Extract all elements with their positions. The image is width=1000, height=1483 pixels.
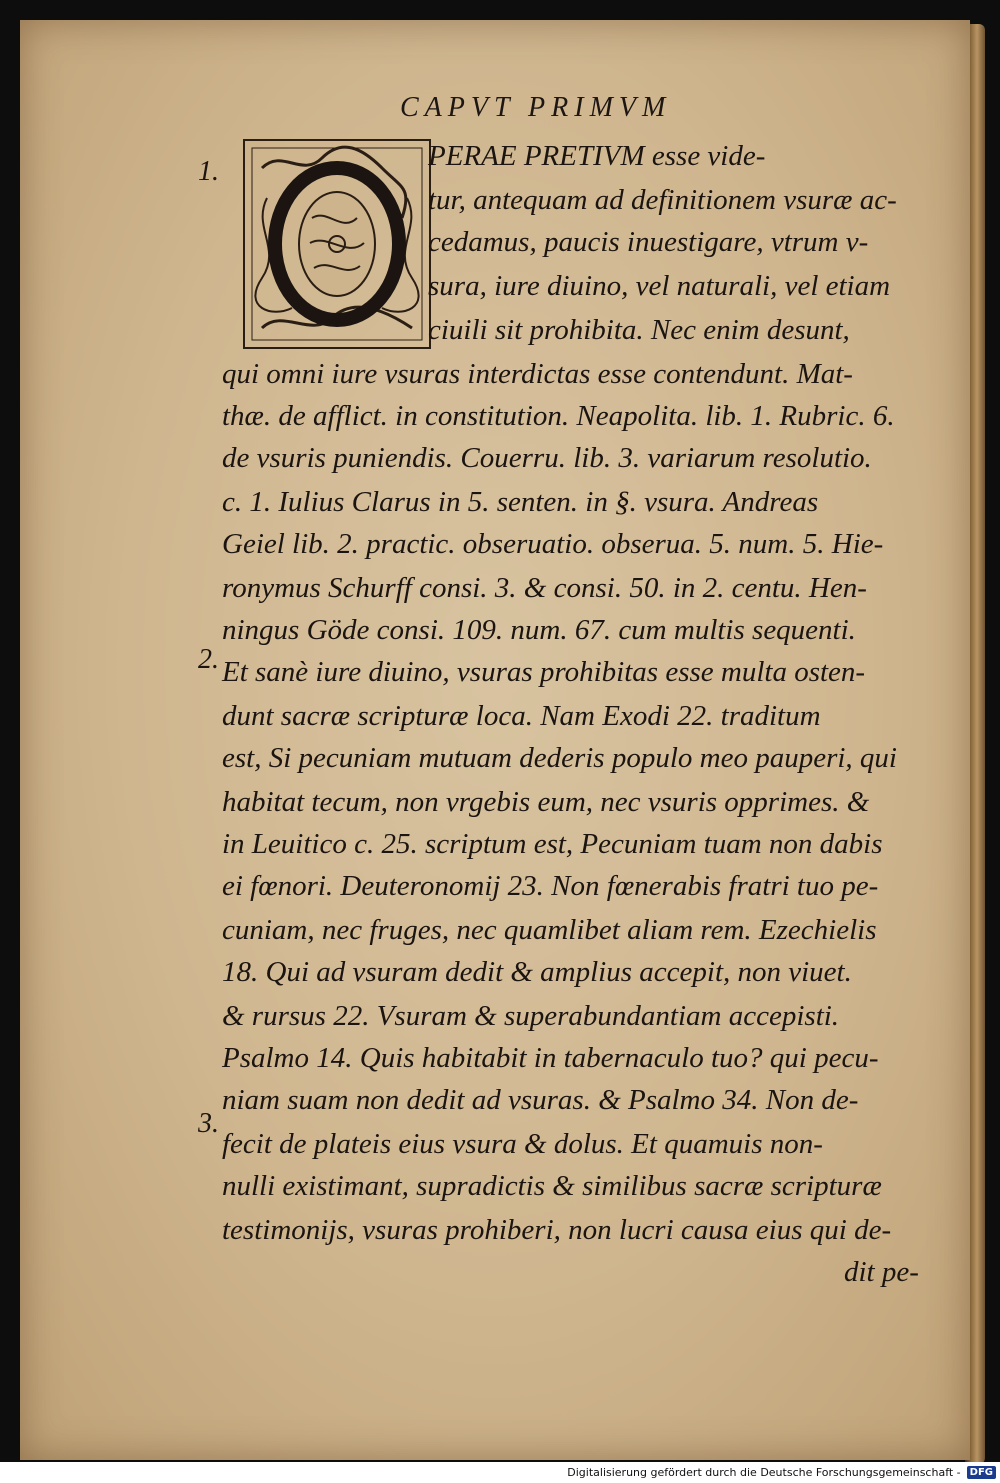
text-line: c. 1. Iulius Clarus in 5. senten. in §. vsura. Andreas [222,486,819,518]
body-text [20,20,970,1460]
text-line: habitat tecum, non vrgebis eum, nec vsuris opprimes. & [222,786,870,818]
text-line: nulli existimant, supradictis & similibus sacræ scripturæ [222,1170,882,1202]
text-line: in Leuitico c. 25. scriptum est, Pecuniam tuam non dabis [222,828,883,860]
text-line: qui omni iure vsuras interdictas esse contendunt. Mat- [222,358,853,390]
text-line: cedamus, paucis inuestigare, vtrum v- [428,226,869,258]
text-line: cuniam, nec fruges, nec quamlibet aliam rem. Ezechielis [222,914,877,946]
funding-notice: Digitalisierung gefördert durch die Deutsche Forschungsgemeinschaft - [567,1466,961,1479]
text-line: fecit de plateis eius vsura & dolus. Et quamuis non- [222,1128,823,1160]
text-line: 18. Qui ad vsuram dedit & amplius accepit, non viuet. [222,956,852,988]
text-line: ningus Göde consi. 109. num. 67. cum multis sequenti. [222,614,856,646]
text-line: niam suam non dedit ad vsuras. & Psalmo 34. Non de- [222,1084,859,1116]
text-line: de vsuris puniendis. Couerru. lib. 3. variarum resolutio. [222,442,872,474]
text-line: est, Si pecuniam mutuam dederis populo meo pauperi, qui [222,742,897,774]
book-page [20,20,970,1460]
text-line: sura, iure diuino, vel naturali, vel etiam [428,270,891,302]
text-line: dit pe- [844,1256,919,1288]
text-line: tur, antequam ad definitionem vsuræ ac- [428,184,897,216]
text-line: Psalmo 14. Quis habitabit in tabernaculo tuo? qui pecu- [222,1042,879,1074]
text-line: PERAE PRETIVM esse vide- [428,140,766,172]
line-number: 1. [198,156,219,187]
text-line: Geiel lib. 2. practic. obseruatio. obserua. 5. num. 5. Hie- [222,528,884,560]
text-line: testimonijs, vsuras prohiberi, non lucri causa eius qui de- [222,1214,892,1246]
text-line: thæ. de afflict. in constitution. Neapolita. lib. 1. Rubric. 6. [222,400,895,432]
text-line: & rursus 22. Vsuram & superabundantiam accepisti. [222,1000,840,1032]
chapter-header: CAPVT PRIMVM [400,92,672,123]
text-line: ei fœnori. Deuteronomij 23. Non fœnerabis fratri tuo pe- [222,870,879,902]
text-line: ciuili sit prohibita. Nec enim desunt, [428,314,850,346]
text-line: ronymus Schurff consi. 3. & consi. 50. in 2. centu. Hen- [222,572,867,604]
dfg-logo: DFG [967,1466,996,1479]
line-number: 3. [198,1108,219,1139]
footer-bar [0,1462,1000,1483]
text-line: dunt sacræ scripturæ loca. Nam Exodi 22. traditum [222,700,821,732]
line-number: 2. [198,644,219,675]
text-line: Et sanè iure diuino, vsuras prohibitas esse multa osten- [222,656,866,688]
